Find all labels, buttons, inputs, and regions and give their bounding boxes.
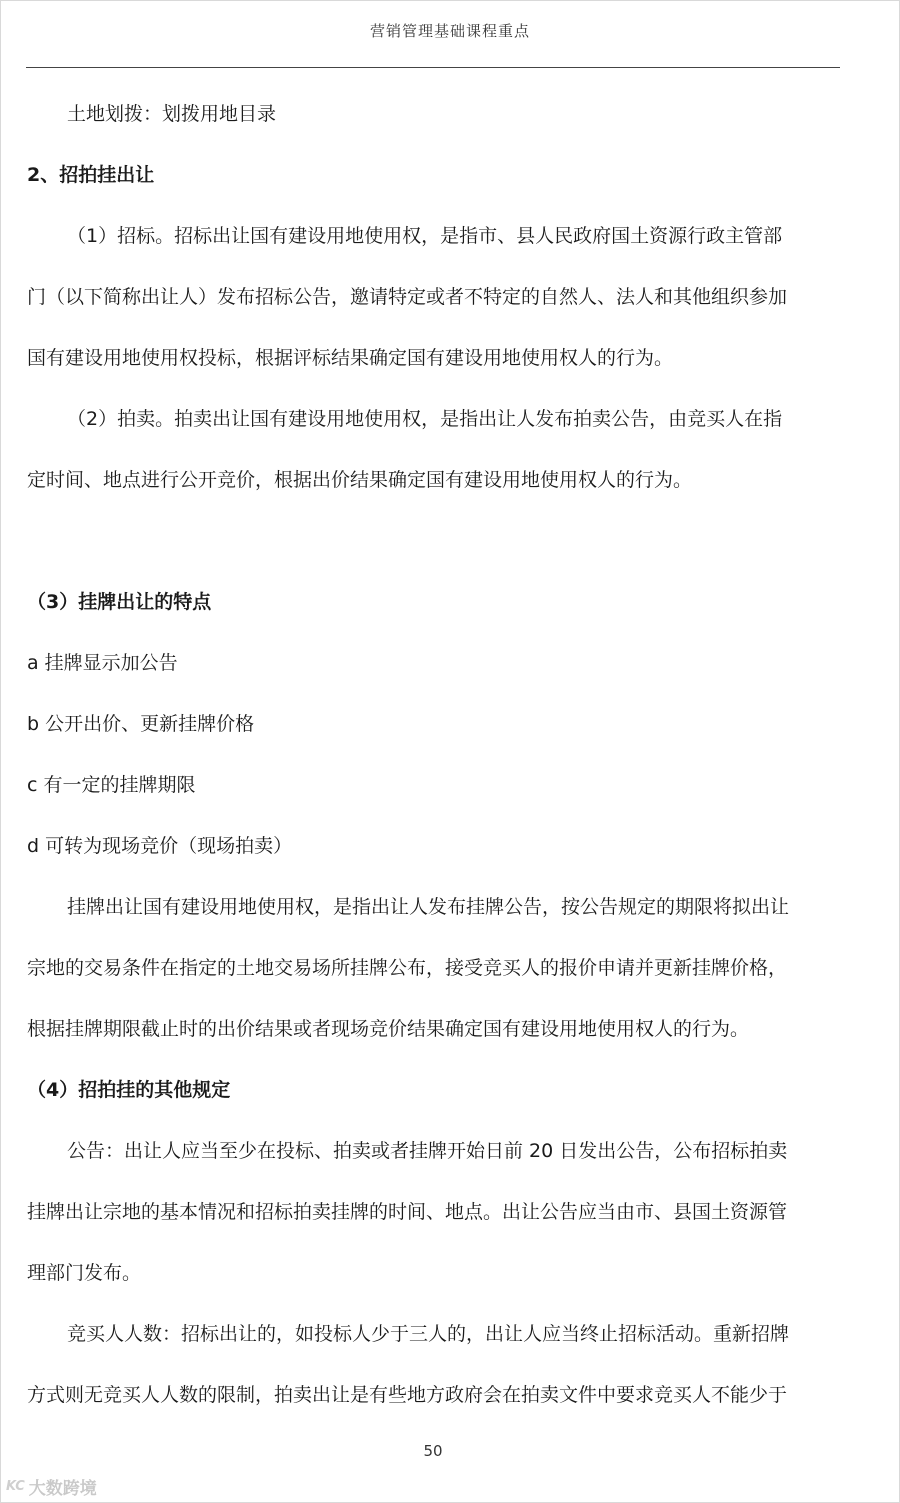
- watermark-logo-icon: KC: [6, 1479, 25, 1494]
- paragraph-tender-line-2: 门（以下简称出让人）发布招标公告，邀请特定或者不特定的自然人、法人和其他组织参加: [27, 286, 788, 308]
- running-header: 营销管理基础课程重点: [369, 22, 530, 40]
- paragraph-auction-line-1: （2）拍卖。拍卖出让国有建设用地使用权，是指出让人发布拍卖公告，由竞买人在指: [67, 408, 783, 430]
- paragraph-notice-line-3: 理部门发布。: [27, 1262, 142, 1284]
- header-divider: [26, 67, 840, 68]
- paragraph-notice-line-2: 挂牌出让宗地的基本情况和招标拍卖挂牌的时间、地点。出让公告应当由市、县国土资源管: [27, 1201, 788, 1223]
- document-body: [27, 84, 839, 1426]
- watermark: [6, 1474, 97, 1499]
- paragraph-notice-line-1: 公告：出让人应当至少在投标、拍卖或者挂牌开始日前 20 日发出公告，公布招标拍卖: [67, 1140, 788, 1162]
- section-heading-auction-listing: 2、招拍挂出让: [27, 164, 155, 186]
- subheading-listing-features: （3）挂牌出让的特点: [27, 591, 212, 613]
- paragraph-tender-line-3: 国有建设用地使用权投标，根据评标结果确定国有建设用地使用权人的行为。: [27, 347, 674, 369]
- paragraph-listing-line-2: 宗地的交易条件在指定的土地交易场所挂牌公布，接受竞买人的报价申请并更新挂牌价格，: [27, 957, 788, 979]
- paragraph-listing-line-1: 挂牌出让国有建设用地使用权，是指出让人发布挂牌公告，按公告规定的期限将拟出让: [67, 896, 790, 918]
- spacer: [27, 511, 839, 572]
- watermark-text: 大数跨境: [28, 1479, 97, 1499]
- subheading-other-rules: （4）招拍挂的其他规定: [27, 1079, 231, 1101]
- list-item-b: b 公开出价、更新挂牌价格: [27, 713, 255, 735]
- paragraph-bidders-line-1: 竞买人人数：招标出让的，如投标人少于三人的，出让人应当终止招标活动。重新招牌: [67, 1323, 790, 1345]
- list-item-c: c 有一定的挂牌期限: [27, 774, 196, 796]
- page-number: 50: [423, 1442, 443, 1460]
- list-item-a: a 挂牌显示加公告: [27, 652, 178, 674]
- paragraph-tender-line-1: （1）招标。招标出让国有建设用地使用权，是指市、县人民政府国土资源行政主管部: [67, 225, 783, 247]
- paragraph-bidders-line-2: 方式则无竞买人人数的限制，拍卖出让是有些地方政府会在拍卖文件中要求竞买人不能少于: [27, 1384, 788, 1406]
- paragraph-land-allocation: 土地划拨：划拨用地目录: [67, 103, 277, 125]
- list-item-d: d 可转为现场竞价（现场拍卖）: [27, 835, 293, 857]
- paragraph-listing-line-3: 根据挂牌期限截止时的出价结果或者现场竞价结果确定国有建设用地使用权人的行为。: [27, 1018, 750, 1040]
- paragraph-auction-line-2: 定时间、地点进行公开竞价，根据出价结果确定国有建设用地使用权人的行为。: [27, 469, 693, 491]
